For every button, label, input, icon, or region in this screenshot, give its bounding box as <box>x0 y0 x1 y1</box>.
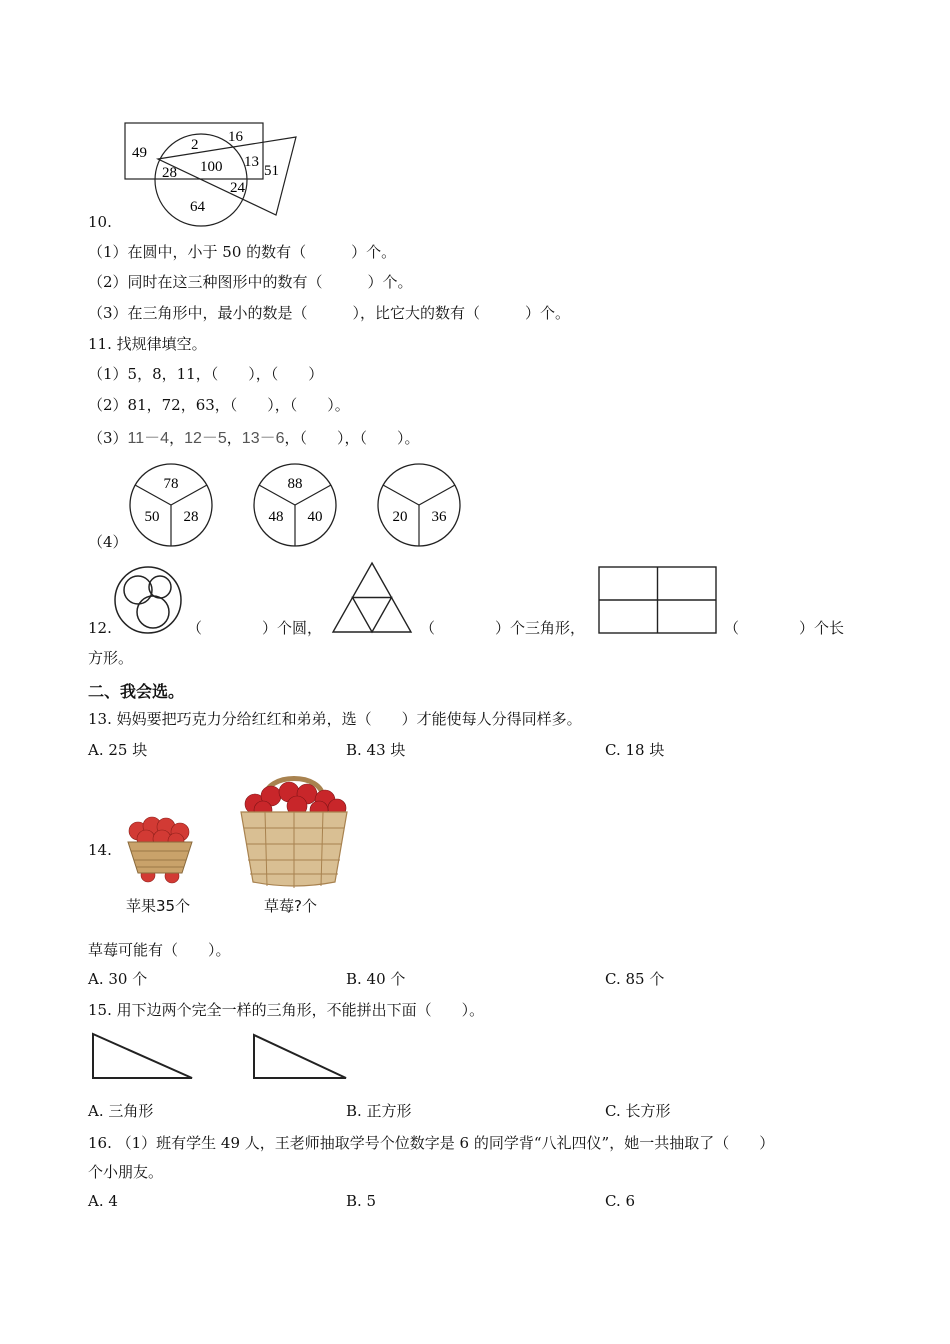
q14-stem: 草莓可能有（ ）。 <box>88 941 231 959</box>
circle1-top: 78 <box>163 476 179 492</box>
q12-text-cont: 方形。 <box>88 649 134 667</box>
circle1-right: 28 <box>183 509 199 525</box>
q14-number: 14. <box>88 841 112 859</box>
apple-caption: 苹果35个 <box>126 897 191 915</box>
q10-number: 10. <box>88 213 112 231</box>
apple-basket-image <box>122 815 198 887</box>
circle3-right: 36 <box>431 509 447 525</box>
circle2-left: 48 <box>268 509 284 525</box>
section-2-title: 二、我会选。 <box>88 682 185 701</box>
q16-option-b[interactable]: B. 5 <box>346 1192 377 1210</box>
q11-title: 11. 找规律填空。 <box>88 335 207 353</box>
q16-option-a[interactable]: A. 4 <box>88 1192 118 1210</box>
num-100: 100 <box>200 159 223 175</box>
q11-sub3-label: （3） <box>88 429 128 447</box>
q10-sub3: （3）在三角形中，最小的数是（ ），比它大的数有（ ）个。 <box>88 304 571 322</box>
q11-sub3: （3）11－4，12－5，13－6，（ ），（ ）。 <box>88 429 420 447</box>
circle2-right: 40 <box>307 509 323 525</box>
q10-sub2: （2）同时在这三种图形中的数有（ ）个。 <box>88 273 413 291</box>
q12-triangle-figure <box>330 560 414 636</box>
circle3-left: 20 <box>392 509 408 525</box>
num-64: 64 <box>190 199 205 215</box>
q12-text-a: （ ）个圆， <box>187 619 323 637</box>
num-2: 2 <box>191 137 199 153</box>
q16-stem-line2: 个小朋友。 <box>88 1163 164 1181</box>
q12-number: 12. <box>88 619 112 637</box>
strawberry-basket-image <box>235 768 353 890</box>
num-24: 24 <box>230 180 245 196</box>
expr-1: 11－4 <box>127 430 170 447</box>
q13-stem: 13. 妈妈要把巧克力分给红红和弟弟，选（ ）才能使每人分得同样多。 <box>88 710 582 728</box>
num-16: 16 <box>228 129 243 145</box>
q14-option-b[interactable]: B. 40 个 <box>346 970 406 988</box>
q14-option-c[interactable]: C. 85 个 <box>605 970 665 988</box>
q11-circle-puzzles <box>125 460 470 552</box>
q11-sub3-tail: ，（ ），（ ）。 <box>284 429 420 447</box>
q15-option-a[interactable]: A. 三角形 <box>88 1102 154 1120</box>
q15-option-c[interactable]: C. 长方形 <box>605 1102 671 1120</box>
circle-puzzle-2 <box>254 464 336 546</box>
q15-stem: 15. 用下边两个完全一样的三角形，不能拼出下面（ ）。 <box>88 1001 485 1019</box>
expr-3: 13－6 <box>241 430 285 447</box>
circle-puzzle-3 <box>378 464 460 546</box>
q15-option-b[interactable]: B. 正方形 <box>346 1102 412 1120</box>
q12-circles-figure <box>113 565 185 637</box>
q11-sub2: （2）81，72，63，（ ），（ ）。 <box>88 396 350 414</box>
q12-text-c: （ ）个长 <box>724 619 845 637</box>
num-28: 28 <box>162 165 177 181</box>
q14-option-a[interactable]: A. 30 个 <box>88 970 148 988</box>
num-51: 51 <box>264 163 279 179</box>
q10-venn-figure <box>118 115 308 235</box>
q12-text-b: （ ）个三角形， <box>420 619 586 637</box>
strawberry-caption: 草莓?个 <box>264 897 317 915</box>
q10-sub1: （1）在圆中，小于 50 的数有（ ）个。 <box>88 243 397 261</box>
circle1-left: 50 <box>144 509 160 525</box>
expr-2: 12－5 <box>184 430 227 447</box>
circle2-top: 88 <box>287 476 303 492</box>
q15-triangle-1 <box>88 1030 198 1082</box>
q16-stem-line1: 16. （1）班有学生 49 人，王老师抽取学号个位数字是 6 的同学背“八礼四仪”，她一共抽取了（ ） <box>88 1134 775 1152</box>
num-13: 13 <box>244 154 259 170</box>
q11-sub1: （1）5，8，11，（ ），（ ） <box>88 365 324 383</box>
q15-triangle-2 <box>250 1032 352 1082</box>
circle-puzzle-1 <box>130 464 212 546</box>
num-49: 49 <box>132 145 147 161</box>
q13-option-b[interactable]: B. 43 块 <box>346 741 406 759</box>
q13-option-a[interactable]: A. 25 块 <box>88 741 148 759</box>
q12-rectangle-figure <box>597 565 719 635</box>
q16-option-c[interactable]: C. 6 <box>605 1192 636 1210</box>
q11-sub4-label: （4） <box>88 533 128 551</box>
q13-option-c[interactable]: C. 18 块 <box>605 741 665 759</box>
